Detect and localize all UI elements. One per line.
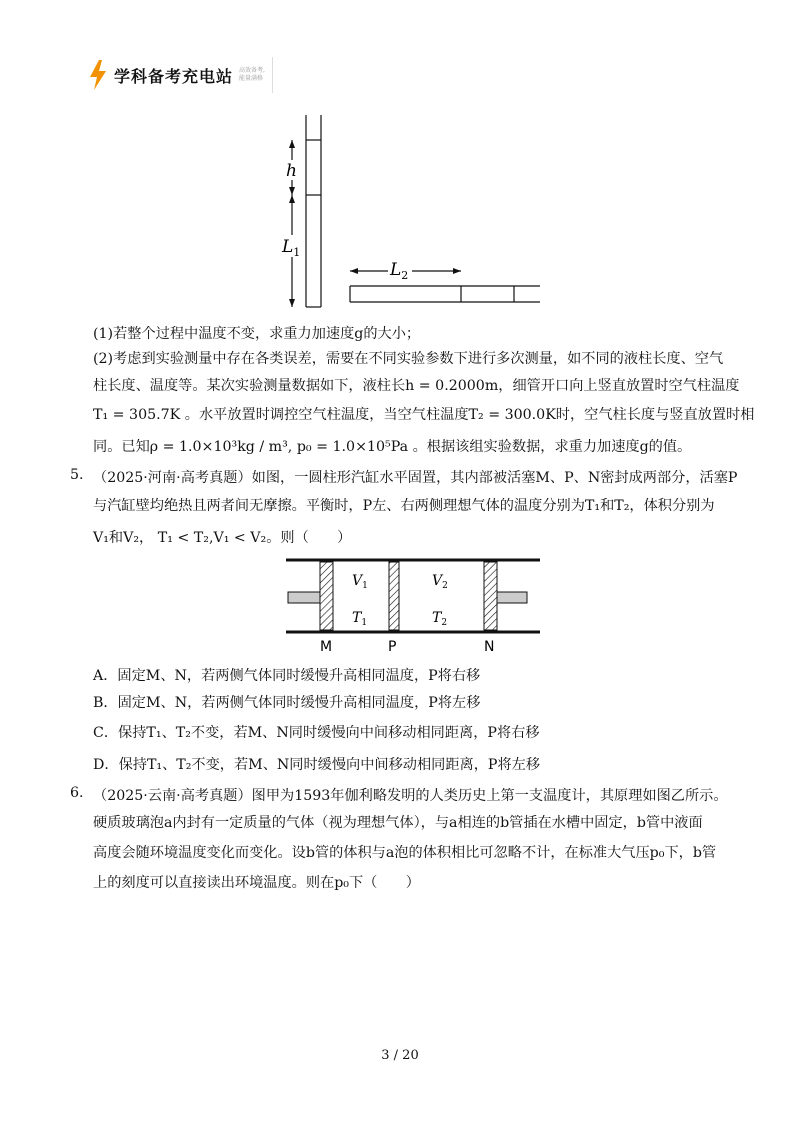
logo-slogan: 高效备考, 能量满格 <box>239 67 265 82</box>
q6-number: 6. <box>70 785 84 801</box>
q4-part2-line3: T₁ = 305.7K 。水平放置时调控空气柱温度，当空气柱温度T₂ = 300.0K时，空气柱长度与竖直放置时相 <box>93 407 755 423</box>
label-T2: $T_2$ <box>432 610 448 628</box>
q5-line2: 与汽缸壁均绝热且两者间无摩擦。平衡时，P左、右两侧理想气体的温度分别为T₁和T₂，体积分别为 <box>93 498 715 514</box>
label-M: M <box>320 639 333 655</box>
logo-divider <box>272 57 273 93</box>
label-P: P <box>388 639 397 655</box>
q5-option-d: D．保持T₁、T₂不变，若M、N同时缓慢向中间移动相同距离，P将左移 <box>93 757 541 773</box>
label-N: N <box>484 639 495 655</box>
logo-name: 学科备考充电站 <box>114 66 234 86</box>
q5-option-c: C．保持T₁、T₂不变，若M、N同时缓慢向中间移动相同距离，P将右移 <box>93 725 540 741</box>
q5-number: 5. <box>70 467 84 483</box>
label-V1: $V_1$ <box>352 573 368 591</box>
q4-part2-line1: (2)考虑到实验测量中存在各类误差，需要在不同实验参数下进行多次测量，如不同的液柱长度、空气 <box>93 351 724 367</box>
site-logo <box>88 60 265 90</box>
piston-N <box>484 562 497 630</box>
q5-option-b: B．固定M、N，若两侧气体同时缓慢升高相同温度，P将左移 <box>93 695 481 711</box>
q5-line1: （2025·河南·高考真题）如图，一圆柱形汽缸水平固置，其内部被活塞M、P、N密封成两部分，活塞P <box>93 470 738 486</box>
tube-diagram <box>270 110 550 310</box>
label-L2: $L_2$ <box>390 260 409 282</box>
label-L1: $L_1$ <box>282 237 301 259</box>
q6-line3: 高度会随环境温度变化而变化。设b管的体积与a泡的体积相比可忽略不计，在标准大气压p₀下，b管 <box>93 845 717 861</box>
q5-line3: V₁和V₂， T₁ < T₂,V₁ < V₂。则（ ） <box>93 530 352 546</box>
q6-line2: 硬质玻璃泡a内封有一定质量的气体（视为理想气体），与a相连的b管插在水槽中固定，b管中液面 <box>93 815 703 831</box>
q4-part2-line2: 柱长度、温度等。某次实验测量数据如下，液柱长h = 0.2000m，细管开口向上竖直放置时空气柱温度 <box>93 378 740 394</box>
label-h: h <box>286 161 297 181</box>
q4-part2-line4: 同。已知ρ = 1.0×10³kg / m³, p₀ = 1.0×10⁵Pa 。根据该组实验数据，求重力加速度g的值。 <box>93 439 692 455</box>
cylinder-diagram <box>284 555 544 655</box>
q4-part1: (1)若整个过程中温度不变，求重力加速度g的大小； <box>93 326 421 342</box>
lightning-icon <box>88 60 108 90</box>
q5-option-a: A．固定M、N，若两侧气体同时缓慢升高相同温度，P将右移 <box>93 668 481 684</box>
label-V2: $V_2$ <box>432 573 448 591</box>
q6-line4: 上的刻度可以直接读出环境温度。则在p₀下（ ） <box>93 875 420 891</box>
label-T1: $T_1$ <box>352 610 368 628</box>
page-number: 3 / 20 <box>381 1048 419 1063</box>
piston-P <box>389 562 399 630</box>
q6-line1: （2025·云南·高考真题）图甲为1593年伽利略发明的人类历史上第一支温度计，其原理如图乙所示。 <box>93 788 728 804</box>
piston-M <box>320 562 333 630</box>
